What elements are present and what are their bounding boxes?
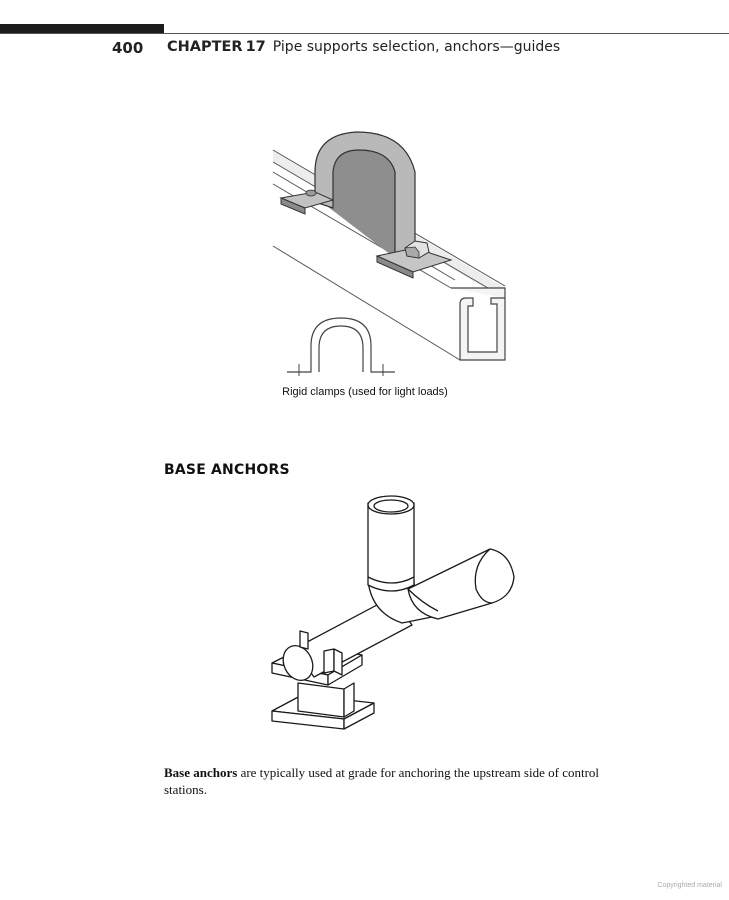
header-rule: [0, 33, 729, 34]
chapter-label: [164, 39, 266, 55]
copyright-watermark: Copyrighted material: [657, 882, 722, 889]
figure-caption: Rigid clamps (used for light loads): [282, 386, 448, 398]
section-heading: BASE ANCHORS: [164, 462, 290, 478]
chapter-title: Pipe supports selection, anchors—guides: [272, 39, 561, 55]
rigid-clamp-figure: [255, 128, 515, 384]
term-base-anchors: Base anchors: [164, 765, 238, 780]
paragraph-text: are typically used at grade for anchoring the upstream side of control stations.: [164, 765, 600, 797]
body-paragraph: [164, 764, 634, 798]
running-head: [164, 39, 560, 55]
page-number: 400: [112, 39, 144, 57]
chapter-word: CHAPTER: [167, 39, 243, 55]
base-anchor-figure: [262, 493, 524, 749]
chapter-number: 17: [245, 39, 266, 55]
